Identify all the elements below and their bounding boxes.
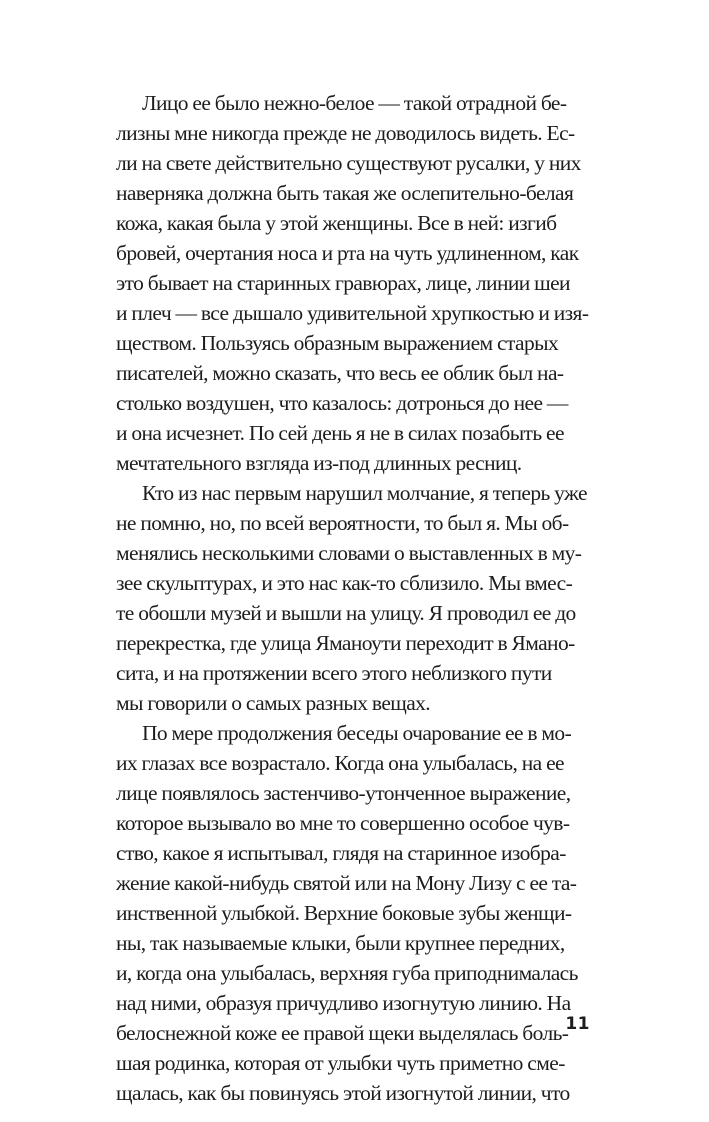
text-line: ществом. Пользуясь образным выражением старых bbox=[116, 331, 559, 355]
text-line: над ними, образуя причудливо изогнутую линию. На bbox=[116, 991, 571, 1015]
text-line: шая родинка, которая от улыбки чуть приметно сме- bbox=[116, 1051, 565, 1075]
text-line: писателей, можно сказать, что весь ее облик был на- bbox=[116, 361, 564, 385]
text-line: Лицо ее было нежно-белое — такой отрадной бе- bbox=[142, 91, 567, 115]
paragraph-3 bbox=[116, 718, 590, 1108]
text-line: мы говорили о самых разных вещах. bbox=[116, 691, 431, 715]
text-line: и она исчезнет. По сей день я не в силах позабыть ее bbox=[116, 421, 564, 445]
paragraph-1 bbox=[116, 88, 590, 478]
text-line: перекрестка, где улица Яманоути переходит в Ямано- bbox=[116, 631, 575, 655]
text-line: бровей, очертания носа и рта на чуть удлиненном, как bbox=[116, 241, 579, 265]
page-body bbox=[116, 88, 590, 1108]
text-line: щалась, как бы повинуясь этой изогнутой линии, что bbox=[116, 1081, 570, 1105]
text-line: ли на свете действительно существуют русалки, у них bbox=[116, 151, 581, 175]
text-line: ство, какое я испытывал, глядя на старинное изобра- bbox=[116, 841, 566, 865]
text-line: ны, так называемые клыки, были крупнее передних, bbox=[116, 931, 565, 955]
paragraph-2 bbox=[116, 478, 590, 718]
text-line: зее скульптурах, и это нас как-то сблизило. Мы вмес- bbox=[116, 571, 573, 595]
text-line: их глазах все возрастало. Когда она улыбалась, на ее bbox=[116, 751, 564, 775]
text-line: наверняка должна быть такая же ослепительно-белая bbox=[116, 181, 574, 205]
text-line: и плеч — все дышало удивительной хрупкостью и изя- bbox=[116, 301, 589, 325]
text-line: инственной улыбкой. Верхние боковые зубы женщи- bbox=[116, 901, 572, 925]
text-line: кожа, какая была у этой женщины. Все в ней: изгиб bbox=[116, 211, 557, 235]
page-number: 11 bbox=[565, 1014, 590, 1034]
text-line: те обошли музей и вышли на улицу. Я проводил ее до bbox=[116, 601, 576, 625]
text-line: жение какой-нибудь святой или на Мону Лизу с ее та- bbox=[116, 871, 577, 895]
text-line: которое вызывало во мне то совершенно особое чув- bbox=[116, 811, 570, 835]
text-line: лизны мне никогда прежде не доводилось видеть. Ес- bbox=[116, 121, 575, 145]
text-line: менялись несколькими словами о выставленных в му- bbox=[116, 541, 582, 565]
text-line: это бывает на старинных гравюрах, лице, линии шеи bbox=[116, 271, 570, 295]
text-line: мечтательного взгляда из-под длинных ресниц. bbox=[116, 451, 522, 475]
text-line: белоснежной коже ее правой щеки выделялась боль- bbox=[116, 1021, 569, 1045]
text-line: не помню, но, по всей вероятности, то был я. Мы об- bbox=[116, 511, 569, 535]
text-line: По мере продолжения беседы очарование ее в мо- bbox=[142, 721, 572, 745]
text-line: и, когда она улыбалась, верхняя губа приподнималась bbox=[116, 961, 578, 985]
text-line: лице появлялось застенчиво-утонченное выражение, bbox=[116, 781, 571, 805]
text-line: сита, и на протяжении всего этого неблизкого пути bbox=[116, 661, 552, 685]
text-line: Кто из нас первым нарушил молчание, я теперь уже bbox=[142, 481, 587, 505]
text-line: столько воздушен, что казалось: дотронься до нее — bbox=[116, 391, 568, 415]
